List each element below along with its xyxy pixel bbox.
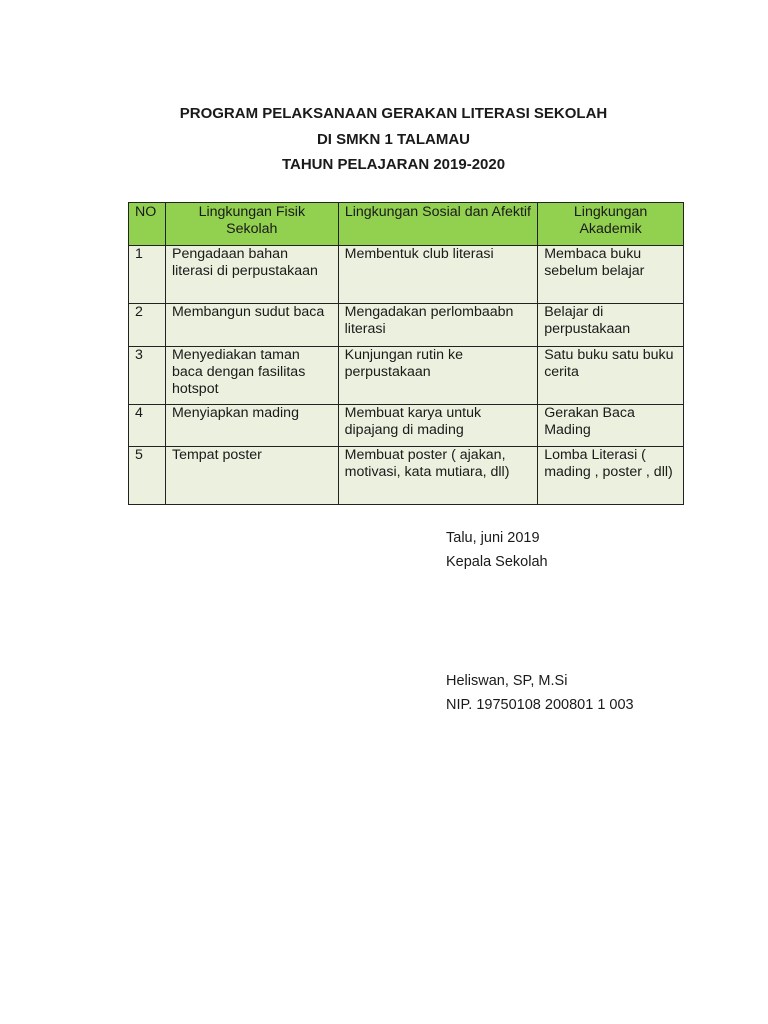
cell-akademik: Satu buku satu buku cerita — [538, 347, 684, 405]
table-row — [129, 347, 684, 405]
cell-no: 1 — [129, 246, 166, 304]
cell-no: 5 — [129, 447, 166, 505]
title-line-2: DI SMKN 1 TALAMAU — [316, 130, 471, 148]
title-line-1: PROGRAM PELAKSANAAN GERAKAN LITERASI SEKOLAH — [179, 105, 608, 122]
cell-fisik: Membangun sudut baca — [165, 304, 338, 347]
document-title — [0, 101, 768, 178]
header-no: NO — [129, 203, 166, 246]
cell-fisik: Pengadaan bahan literasi di perpustakaan — [165, 246, 338, 304]
cell-akademik: Membaca buku sebelum belajar — [538, 246, 684, 304]
table-row — [129, 304, 684, 347]
signature-name: Heliswan, SP, M.Si — [446, 673, 568, 689]
header-lingkungan-fisik: Lingkungan Fisik Sekolah — [165, 203, 338, 246]
table-row — [129, 246, 684, 304]
header-lingkungan-sosial: Lingkungan Sosial dan Afektif — [338, 203, 538, 246]
signature-place-date: Talu, juni 2019 — [446, 530, 540, 546]
cell-no: 2 — [129, 304, 166, 347]
table-row — [129, 405, 684, 447]
cell-no: 3 — [129, 347, 166, 405]
signature-block — [446, 526, 634, 717]
cell-fisik: Menyediakan taman baca dengan fasilitas hotspot — [165, 347, 338, 405]
signature-space — [446, 574, 634, 669]
cell-sosial: Membuat poster ( ajakan, motivasi, kata mutiara, dll) — [338, 447, 538, 505]
table-row — [129, 447, 684, 505]
title-line-3: TAHUN PELAJARAN 2019-2020 — [281, 156, 506, 173]
table-header-row — [129, 203, 684, 246]
header-lingkungan-akademik: Lingkungan Akademik — [538, 203, 684, 246]
signature-position: Kepala Sekolah — [446, 554, 548, 570]
cell-fisik: Menyiapkan mading — [165, 405, 338, 447]
cell-sosial: Kunjungan rutin ke perpustakaan — [338, 347, 538, 405]
cell-fisik: Tempat poster — [165, 447, 338, 505]
cell-sosial: Membentuk club literasi — [338, 246, 538, 304]
cell-akademik: Gerakan Baca Mading — [538, 405, 684, 447]
cell-no: 4 — [129, 405, 166, 447]
signature-nip: NIP. 19750108 200801 1 003 — [446, 697, 634, 713]
cell-akademik: Lomba Literasi ( mading , poster , dll) — [538, 447, 684, 505]
cell-akademik: Belajar di perpustakaan — [538, 304, 684, 347]
program-table — [128, 202, 684, 505]
cell-sosial: Membuat karya untuk dipajang di mading — [338, 405, 538, 447]
cell-sosial: Mengadakan perlombaabn literasi — [338, 304, 538, 347]
